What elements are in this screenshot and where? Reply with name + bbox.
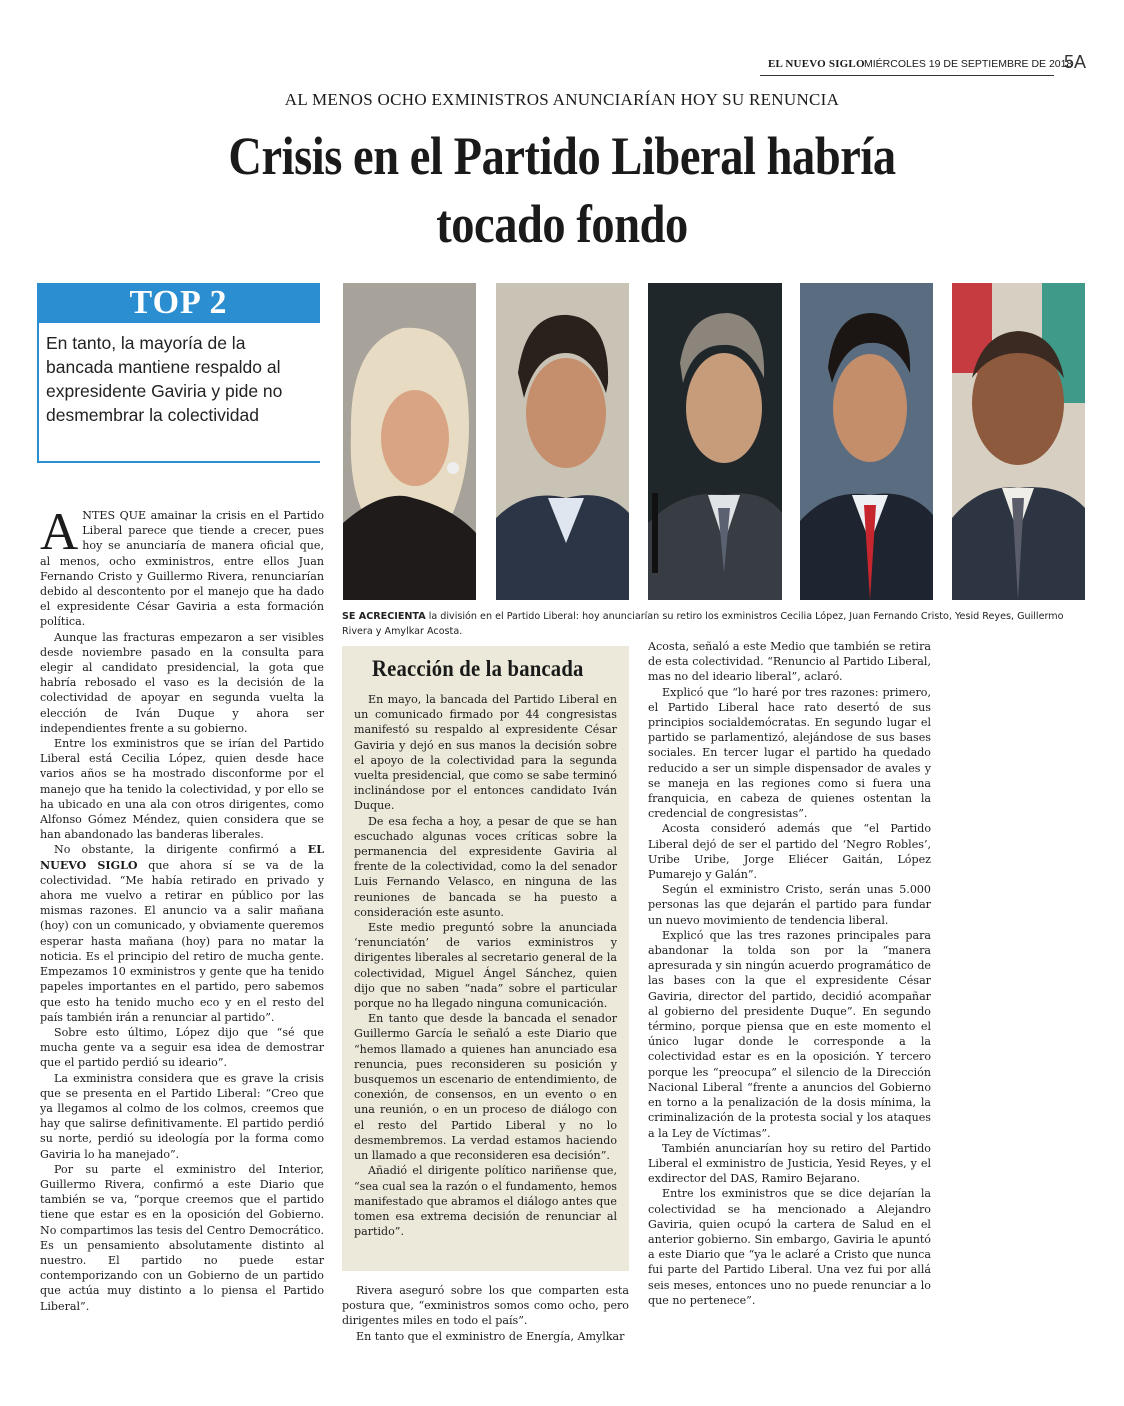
- newspaper-mention: EL NUEVO SIGLO: [40, 843, 324, 872]
- kicker: AL MENOS OCHO EXMINISTROS ANUNCIARÍAN HOY SU RENUNCIA: [284, 90, 840, 109]
- sidebar-paragraph: Este medio preguntó sobre la anunciada ‘renunciatón’ de varios exministros y dirigentes liberales al secretario general de la colectividad, Miguel Ángel Sánchez, quien dijo que no saben “nada” sobre el particular porque no ha llegado ninguna comunicación.: [354, 921, 617, 1011]
- page-number: 5A: [1063, 52, 1086, 72]
- photo-yesid-reyes: [648, 283, 782, 600]
- top2-summary: En tanto, la mayoría de la bancada mantiene respaldo al expresidente Gaviria y pide no desmembrar la colectividad: [46, 333, 283, 425]
- sidebar-body: [354, 692, 617, 1239]
- article-paragraph: También anunciarían hoy su retiro del Partido Liberal el exministro de Justicia, Yesid Reyes, y el exdirector del DAS, Ramiro Bejarano.: [648, 1141, 931, 1186]
- article-paragraph: Sobre esto último, López dijo que “sé que mucha gente va a seguir esa idea de demostrar que el partido perdió su ideario”.: [40, 1025, 324, 1070]
- article-column-2: [342, 1283, 629, 1344]
- article-paragraph: Entre los exministros que se irían del Partido Liberal está Cecilia López, quien desde hace varios años se ha mostrado disconforme por el manejo que ha tenido la colectividad, y por ello se ha ubicado en una ala con otros dirigentes, como Alfonso Gómez Méndez, quien considera que se han abandonado las banderas liberales.: [40, 737, 324, 842]
- photo-amylkar-acosta: [952, 283, 1085, 600]
- photo-cecilia-lopez: [343, 283, 476, 600]
- article-paragraph: Por su parte el exministro del Interior, Guillermo Rivera, confirmó a este Diario que también se va, “porque creemos que el partido tiene que estar es en la oposición del Gobierno. No compartimos las tesis del Centro Democrático. Es un pensamiento absolutamente distinto al nuestro. El partido no puede estar contemporizando con un Gobierno de un partido que actúa muy distinto a lo piensa el Partido Liberal”.: [40, 1162, 324, 1313]
- caption-text: la división en el Partido Liberal: hoy anunciarían su retiro los exministros Cecilia López, Juan Fernando Cristo, Yesid Reyes, Guillermo Rivera y Amylkar Acosta.: [342, 611, 1064, 637]
- caption-lead: SE ACRECIENTA: [342, 611, 426, 622]
- lead-caps: NTES QUE: [82, 509, 147, 522]
- article-paragraph: Explicó que las tres razones principales para abandonar la tolda son por la “manera apresurada y sin ningún acuerdo programático de las bases con la que el expresidente César Gaviria, director del partido, decidió acompañar al gobierno del presidente Duque”. En segundo término, porque piensa que en este momento el único lugar donde le corresponde a la colectividad estar es en la oposición. Y tercero porque les “preocupa” el silencio de la Dirección Nacional Liberal “frente a anuncios del Gobierno en torno a la penalización de la dosis mínima, la criminalización de la protesta social y los ataques a la Ley de Víctimas”.: [648, 928, 931, 1140]
- article-paragraph: Según el exministro Cristo, serán unas 5.000 personas las que dejarán el partido para fundar un nuevo movimiento de tendencia liberal.: [648, 883, 931, 927]
- paragraph-text: amainar la crisis en el Partido Liberal parece que tiende a crecer, pues hoy se anunciaría de manera oficial que, al menos, ocho exministros, entre ellos Juan Fernando Cristo y Guillermo Rivera, renunciarían debido al descontento por el manejo que ha dado el expresidente César Gaviria a esta formación política.: [40, 509, 324, 629]
- article-paragraph: [40, 503, 324, 630]
- article-paragraph: La exministra considera que es grave la crisis que se presenta en el Partido Liberal: “Creo que ya llegamos al colmo de los colmos, creemos que hay que salirse definitivamente. El partido perdió su norte, perdió su ideología por la forma como Gaviria lo ha manejado”.: [40, 1071, 324, 1161]
- photo-guillermo-rivera: [800, 283, 933, 600]
- headline: [130, 122, 993, 258]
- article-column-3: [648, 639, 931, 1308]
- sidebar-box: [342, 646, 629, 1271]
- photo-juan-fernando-cristo: [496, 283, 629, 600]
- article-paragraph: Aunque las fracturas empezaron a ser visibles desde noviembre pasado en la consulta para elegir al candidato presidencial, la gota que habría rebosado el vaso es la decisión de la colectividad de apoyar en segunda vuelta la elección de Iván Duque y ahora ser independientes frente a su gobierno.: [40, 630, 324, 735]
- folio-rule: [760, 75, 1054, 76]
- issue-date: MIÉRCOLES 19 DE SEPTIEMBRE DE 2018: [864, 58, 1073, 70]
- article-paragraph: Acosta, señaló a este Medio que también se retira de esta colectividad. “Renuncio al Partido Liberal, mas no del ideario liberal”, aclaró.: [648, 640, 931, 684]
- sidebar-paragraph: En tanto que desde la bancada el senador Guillermo García le señaló a este Diario que “hemos llamado a quienes han anunciado esa renuncia, pues reconsideren su posición y busquemos un escenario de entendimiento, de conexión, de consensos, en un evento o en una reunión, o en un proceso de diálogo con el resto del Partido Liberal y no lo desmembremos. La verdad estamos haciendo un llamado a que reconsideren esa decisión”.: [354, 1012, 617, 1163]
- article-paragraph: En tanto que el exministro de Energía, Amylkar: [356, 1329, 625, 1343]
- sidebar-paragraph: En mayo, la bancada del Partido Liberal en un comunicado firmado por 44 congresistas manifestó su respaldo al expresidente César Gaviria y dejó en sus manos la decisión sobre el apoyo de la colectividad para la segunda vuelta presidencial, que como se sabe terminó inclinándose por el entonces candidato Iván Duque.: [354, 693, 617, 813]
- sidebar-title: Reacción de la bancada: [372, 656, 584, 681]
- sidebar-paragraph: De esa fecha a hoy, a pesar de que se han escuchado algunas voces críticas sobre la permanencia del expresidente Gaviria al frente de la colectividad, como la del senador Luis Fernando Velasco, en ninguna de las reuniones de bancada se ha puesto a consideración este asunto.: [354, 814, 617, 919]
- paragraph-text: No obstante, la dirigente confirmó a: [54, 843, 308, 857]
- photo-caption: [342, 609, 1090, 639]
- drop-cap: A: [40, 503, 79, 561]
- article-paragraph: Acosta consideró además que “el Partido Liberal dejó de ser el partido del ‘Negro Robles’, Uribe Uribe, Jorge Eliécer Gaitán, López Pumarejo y Galán”.: [648, 822, 931, 882]
- paragraph-text: que ahora sí se va de la colectividad. “Me había retirado en privado y ahora me vuelvo a retirar en público por las mismas razones. El anuncio va a salir mañana (hoy) con un comunicado, y obviamente queremos esperar hasta mañana (hoy) para no matar la noticia. Es el principio del retiro de mucha gente. Empezamos 10 exministros y gente que ha tenido papeles importantes en el partido, pero sabemos que esto ha tenido mucho eco y en el resto del país también irán a renunciar al partido”.: [40, 858, 324, 1024]
- headline-line-1: Crisis en el Partido Liberal habría: [228, 126, 896, 186]
- article-paragraph: [40, 842, 324, 1024]
- article-paragraph: Rivera aseguró sobre los que comparten esta postura que, “exministros somos como ocho, pero dirigentes miles en todo el país”.: [342, 1284, 629, 1328]
- headline-line-2: tocado fondo: [436, 194, 688, 254]
- page-folio: [760, 52, 1090, 78]
- sidebar-paragraph: Añadió el dirigente político nariñense que, “sea cual sea la razón o el fundamento, hemos manifestado que abramos el diálogo antes que tomen esa extrema decisión de renunciar al partido”.: [354, 1164, 617, 1239]
- newspaper-name: EL NUEVO SIGLO: [768, 58, 865, 70]
- top2-label: TOP 2: [37, 283, 320, 323]
- article-column-1: [40, 503, 324, 1314]
- article-paragraph: Explicó que “lo haré por tres razones: primero, el Partido Liberal hace rato desertó de sus principios socialdemócratas. En segundo lugar el partido se parlamentizó, alejándose de sus bases sociales. En tercer lugar el partido ha quedado reducido a ser un simple dispensador de avales y se maneja en las regiones como si fuera una franquicia, en cabeza de quienes ostentan la credencial de congresistas”.: [648, 685, 931, 821]
- article-paragraph: Entre los exministros que se dice dejarían la colectividad se ha mencionado a Alejandro Gaviria, quien ocupó la cartera de Salud en el anterior gobierno. Sin embargo, Gaviria le apuntó a este Diario que “ya le aclaré a Cristo que nunca fui parte del Partido Liberal. Una vez fui por allá seis meses, entonces uno no puede renunciar a lo que no pertenece”.: [648, 1187, 931, 1307]
